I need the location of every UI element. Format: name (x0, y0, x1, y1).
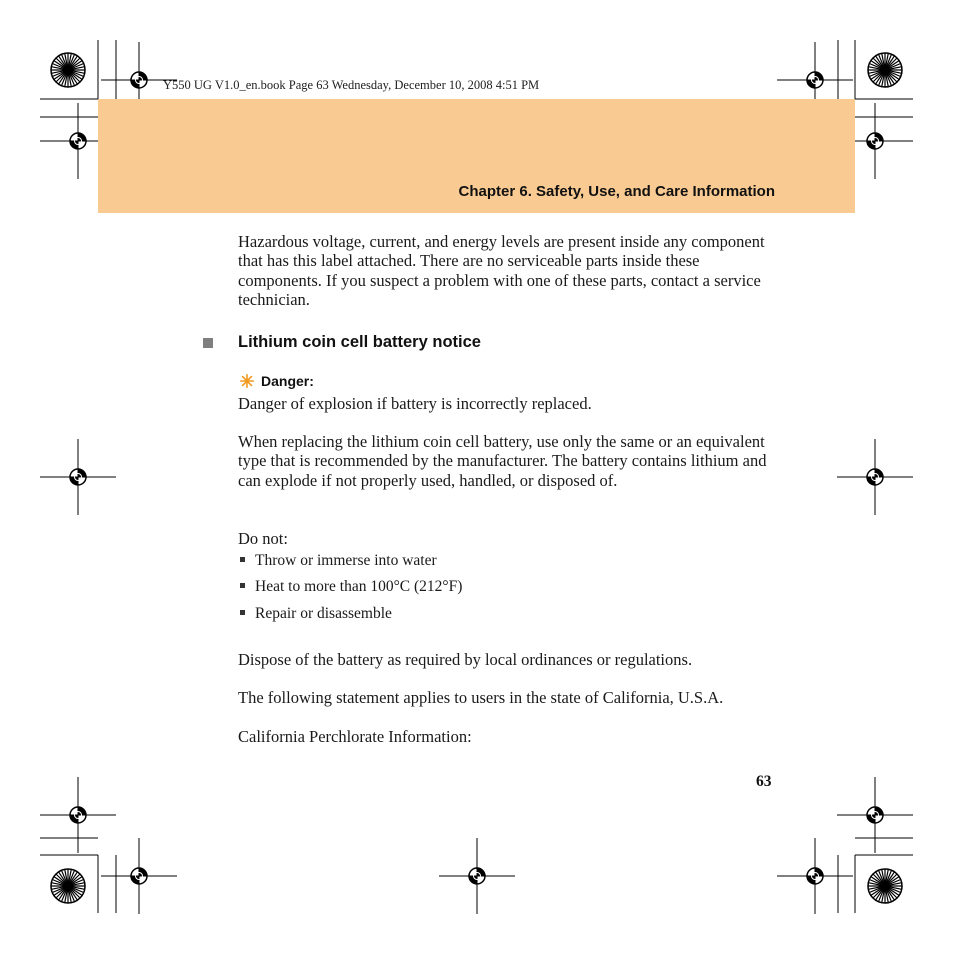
color-bar-wheel-icon (51, 53, 85, 87)
danger-label: Danger: (261, 373, 314, 389)
color-bar-wheel-icon (868, 869, 902, 903)
list-item (240, 604, 392, 623)
registration-mark-icon (777, 838, 853, 914)
list-item-text: Heat to more than 100°C (212°F) (255, 578, 463, 595)
replace-paragraph: When replacing the lithium coin cell battery, use only the same or an equivalent type that is recommended by the manufacturer. The battery contains lithium and can explode if not properly used, handled, or disposed of. (238, 432, 767, 490)
square-bullet-icon (203, 338, 213, 348)
list-item (240, 551, 437, 570)
dispose-paragraph: Dispose of the battery as required by local ordinances or regulations. (238, 650, 693, 669)
list-item-text: Throw or immerse into water (255, 552, 437, 569)
do-not-label: Do not: (238, 529, 288, 548)
chapter-header-band (98, 99, 855, 213)
registration-mark-icon (101, 838, 177, 914)
square-bullet-icon (240, 583, 245, 588)
perchlorate-heading: California Perchlorate Information: (238, 727, 472, 746)
list-item (240, 577, 462, 596)
chapter-title: Chapter 6. Safety, Use, and Care Information (458, 183, 775, 200)
registration-mark-icon (439, 838, 515, 914)
danger-text: Danger of explosion if battery is incorrectly replaced. (238, 394, 592, 413)
page-number: 63 (756, 773, 772, 790)
square-bullet-icon (240, 610, 245, 615)
square-bullet-icon (240, 557, 245, 562)
registration-mark-icon (837, 777, 913, 853)
registration-mark-icon (40, 439, 116, 515)
danger-starburst-icon (240, 374, 254, 388)
book-slug: Y550 UG V1.0_en.book Page 63 Wednesday, December 10, 2008 4:51 PM (163, 78, 540, 92)
california-statement: The following statement applies to users in the state of California, U.S.A. (238, 688, 724, 707)
section-heading: Lithium coin cell battery notice (238, 333, 481, 351)
color-bar-wheel-icon (868, 53, 902, 87)
list-item-text: Repair or disassemble (255, 605, 392, 622)
registration-mark-icon (837, 439, 913, 515)
color-bar-wheel-icon (51, 869, 85, 903)
registration-mark-icon (40, 777, 116, 853)
intro-paragraph: Hazardous voltage, current, and energy levels are present inside any component that has this label attached. There are no serviceable parts inside these components. If you suspect a problem with one of these parts, contact a service technician. (238, 232, 765, 310)
